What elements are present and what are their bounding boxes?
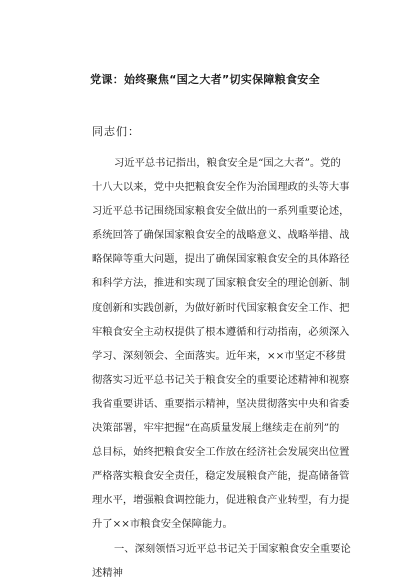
- paragraph-line: 度创新和实践创新，为做好新时代国家粮食安全工作、把: [92, 301, 350, 314]
- paragraph-line: 学习、深刻领会、全面落实。近年来，××市坚定不移贯: [92, 349, 347, 362]
- paragraph-line: 总目标，始终把粮食安全工作放在经济社会发展突出位置: [92, 446, 350, 459]
- salutation: 同志们：: [92, 125, 140, 138]
- paragraph-line: 略保障等重大问题，提出了确保国家粮食安全的具体路径: [92, 253, 350, 266]
- section-heading-line: 一、深刻领悟习近平总书记关于国家粮食安全重要论: [114, 542, 351, 555]
- paragraph-line: 严格落实粮食安全责任，稳定发展粮食产能，提高储备管: [92, 470, 350, 483]
- paragraph-line: 习近平总书记围绕国家粮食安全做出的一系列重要论述，: [92, 205, 350, 218]
- paragraph-line: 和科学方法，推进和实现了国家粮食安全的理论创新、制: [92, 277, 350, 290]
- paragraph-line: 我省重要讲话、重要指示精神，坚决贯彻落实中央和省委: [92, 397, 350, 410]
- paragraph-line: 理水平，增强粮食调控能力，促进粮食产业转型，有力提: [92, 494, 350, 507]
- section-heading-line: 述精神: [92, 566, 123, 579]
- paragraph-line: 决策部署，牢牢把握“在高质量发展上继续走在前列”的: [92, 422, 340, 435]
- paragraph-line: 习近平总书记指出，粮食安全是“国之大者”。党的: [114, 157, 341, 169]
- paragraph-line: 彻落实习近平总书记关于粮食安全的重要论述精神和视察: [92, 373, 350, 386]
- paragraph-line: 十八大以来，党中央把粮食安全作为治国理政的头等大事: [92, 181, 350, 194]
- paragraph-line: 系统回答了确保国家粮食安全的战略意义、战略举措、战: [92, 229, 350, 242]
- paragraph-line: 升了××市粮食安全保障能力。: [92, 518, 233, 531]
- paragraph-line: 牢粮食安全主动权提供了根本遵循和行动指南，必须深入: [92, 325, 350, 338]
- document-title: 党课：始终聚焦“国之大者”切实保障粮食安全: [90, 73, 320, 86]
- document-body: [92, 151, 351, 585]
